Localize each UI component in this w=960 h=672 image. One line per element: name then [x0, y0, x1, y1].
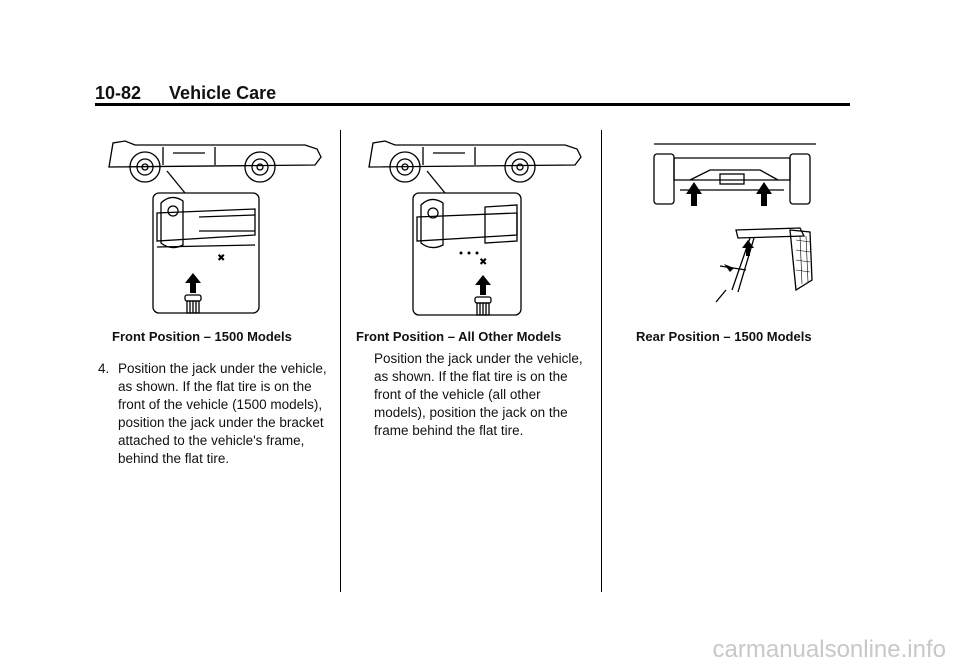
figure-caption: Front Position – All Other Models — [356, 329, 562, 344]
step-text: Position the jack under the vehicle, as shown. If the flat tire is on the front of the vehicle (1500 models), position the jack under the bracket attached to the vehicle's frame, behind the flat tire. — [118, 361, 327, 466]
svg-text:✖: ✖ — [217, 253, 226, 264]
section-title: Vehicle Care — [169, 83, 277, 103]
figure-caption: Rear Position – 1500 Models — [636, 329, 812, 344]
page-header — [95, 83, 850, 103]
column-divider — [340, 130, 341, 592]
watermark: carmanualsonline.info — [712, 636, 946, 663]
figure-front-other — [365, 135, 585, 317]
page-number: 10-82 — [95, 83, 142, 103]
figure-front-1500 — [105, 135, 325, 317]
header-rule — [95, 103, 850, 106]
column-divider — [601, 130, 602, 592]
column1-text — [98, 360, 330, 468]
list-item — [98, 360, 330, 468]
step-number: 4. — [98, 361, 110, 376]
paragraph: Position the jack under the vehicle, as shown. If the flat tire is on the front of the vehicle (all other models), position the jack on the frame behind the flat tire. — [374, 351, 583, 438]
figure-rear-1500 — [650, 140, 820, 310]
svg-text:✖: ✖ — [479, 257, 488, 268]
figure-caption: Front Position – 1500 Models — [112, 329, 292, 344]
column2-text — [374, 350, 590, 440]
